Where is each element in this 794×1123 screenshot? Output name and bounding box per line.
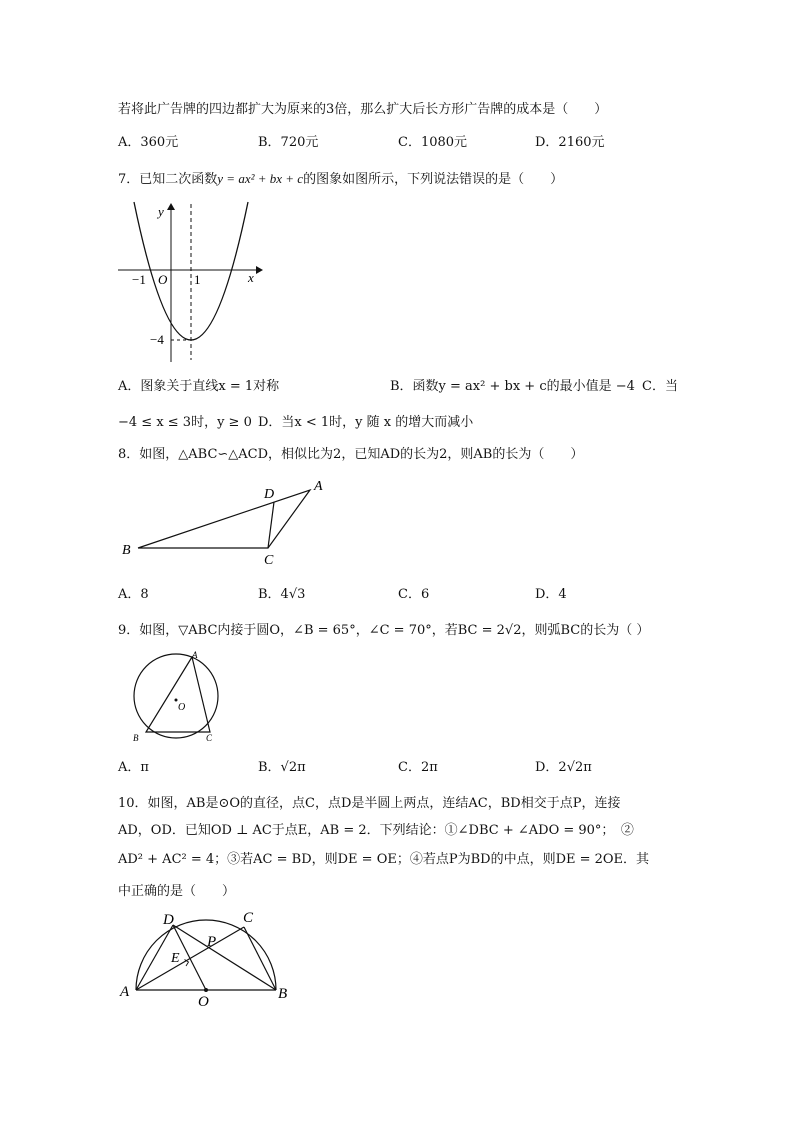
q9-label-c: C xyxy=(206,733,213,743)
q7-label-neg1: −1 xyxy=(132,272,146,287)
q9-option-d: D．2√2π xyxy=(535,760,592,775)
q10-label-e: E xyxy=(171,951,180,966)
q8-stem: 8．如图，△ABC∽△ACD，相似比为2，已知AD的长为2，则AB的长为（ ） xyxy=(118,447,584,462)
q10-line-1: 10．如图，AB是⊙O的直径，点C，点D是半圆上两点，连结AC，BD相交于点P，连接 xyxy=(118,796,621,811)
q7-label-neg4: −4 xyxy=(150,332,164,347)
q10-segment-ad xyxy=(136,925,173,990)
q9-circle xyxy=(134,654,218,738)
q8-label-d: D xyxy=(264,487,275,502)
q7-formula: y = ax² + bx + c xyxy=(217,171,304,186)
q7-label-o: O xyxy=(158,272,168,287)
q7-option-b: B．函数y = ax² + bx + c的最小值是 −4 xyxy=(390,379,635,394)
q6-option-a: A．360元 xyxy=(118,135,179,150)
q10-label-o: O xyxy=(198,994,209,1010)
q7-option-a: A．图象关于直线x = 1对称 xyxy=(118,379,280,394)
q9-label-b: B xyxy=(133,733,139,743)
q8-option-b: B．4√3 xyxy=(258,587,306,602)
q10-line-2: AD，OD．已知OD ⊥ AC于点E，AB = 2．下列结论：①∠DBC + ∠ADO = 90°； ② xyxy=(118,823,634,838)
q10-center-dot xyxy=(204,988,208,992)
q9-option-c: C．2π xyxy=(398,760,438,775)
q9-option-a: A．π xyxy=(118,760,149,775)
q10-label-a: A xyxy=(120,984,130,1000)
q7-label-y: y xyxy=(158,204,164,219)
q6-stem: 若将此广告牌的四边都扩大为原来的3倍，那么扩大后长方形广告牌的成本是（ ） xyxy=(118,102,608,117)
q10-right-angle-mark xyxy=(185,960,189,967)
q9-label-a: A xyxy=(192,650,198,660)
q10-label-d: D xyxy=(163,912,174,928)
q6-option-b: B．720元 xyxy=(258,135,319,150)
q9-label-o: O xyxy=(178,702,186,713)
q7-stem-suffix: 的图象如图所示，下列说法错误的是（ ） xyxy=(303,172,564,187)
q9-circle-figure xyxy=(124,648,234,748)
q7-parabola-figure xyxy=(112,200,272,370)
q8-label-a: A xyxy=(314,479,323,494)
q8-option-d: D．4 xyxy=(535,587,567,602)
q6-option-c: C．1080元 xyxy=(398,135,468,150)
q7-option-d: D．当x < 1时，y 随 x 的增大而减小 xyxy=(258,415,474,430)
q8-option-a: A．8 xyxy=(118,587,149,602)
q10-semicircle-figure xyxy=(116,908,306,1008)
q10-label-c: C xyxy=(243,910,254,926)
q9-triangle xyxy=(146,657,210,732)
q9-stem: 9．如图，▽ABC内接于圆O，∠B = 65°，∠C = 70°，若BC = 2√2，则弧BC的长为（ ） xyxy=(118,623,650,638)
q8-option-c: C．6 xyxy=(398,587,430,602)
q7-stem-prefix: 7．已知二次函数 xyxy=(118,172,218,187)
q7-label-1: 1 xyxy=(194,272,201,287)
q7-label-x: x xyxy=(248,270,254,285)
q7-stem xyxy=(118,169,563,190)
q8-label-c: C xyxy=(264,553,274,568)
q10-line-3: AD² + AC² = 4；③若AC = BD，则DE = OE；④若点P为BD的中点，则DE = 2OE．其 xyxy=(118,852,650,867)
q10-line-4: 中正确的是（ ） xyxy=(118,884,236,899)
q7-option-c-cont: −4 ≤ x ≤ 3时，y ≥ 0 xyxy=(118,415,252,430)
q10-label-b: B xyxy=(278,986,288,1002)
q10-segment-bd xyxy=(173,925,276,990)
q8-triangle-abc xyxy=(138,490,310,548)
q9-option-b: B．√2π xyxy=(258,760,306,775)
q8-label-b: B xyxy=(122,543,131,558)
q6-option-d: D．2160元 xyxy=(535,135,605,150)
q10-label-p: P xyxy=(207,934,217,950)
q10-semicircle xyxy=(136,920,276,990)
q8-triangle-figure xyxy=(118,478,338,568)
q7-option-c-start: C．当 xyxy=(642,379,678,394)
